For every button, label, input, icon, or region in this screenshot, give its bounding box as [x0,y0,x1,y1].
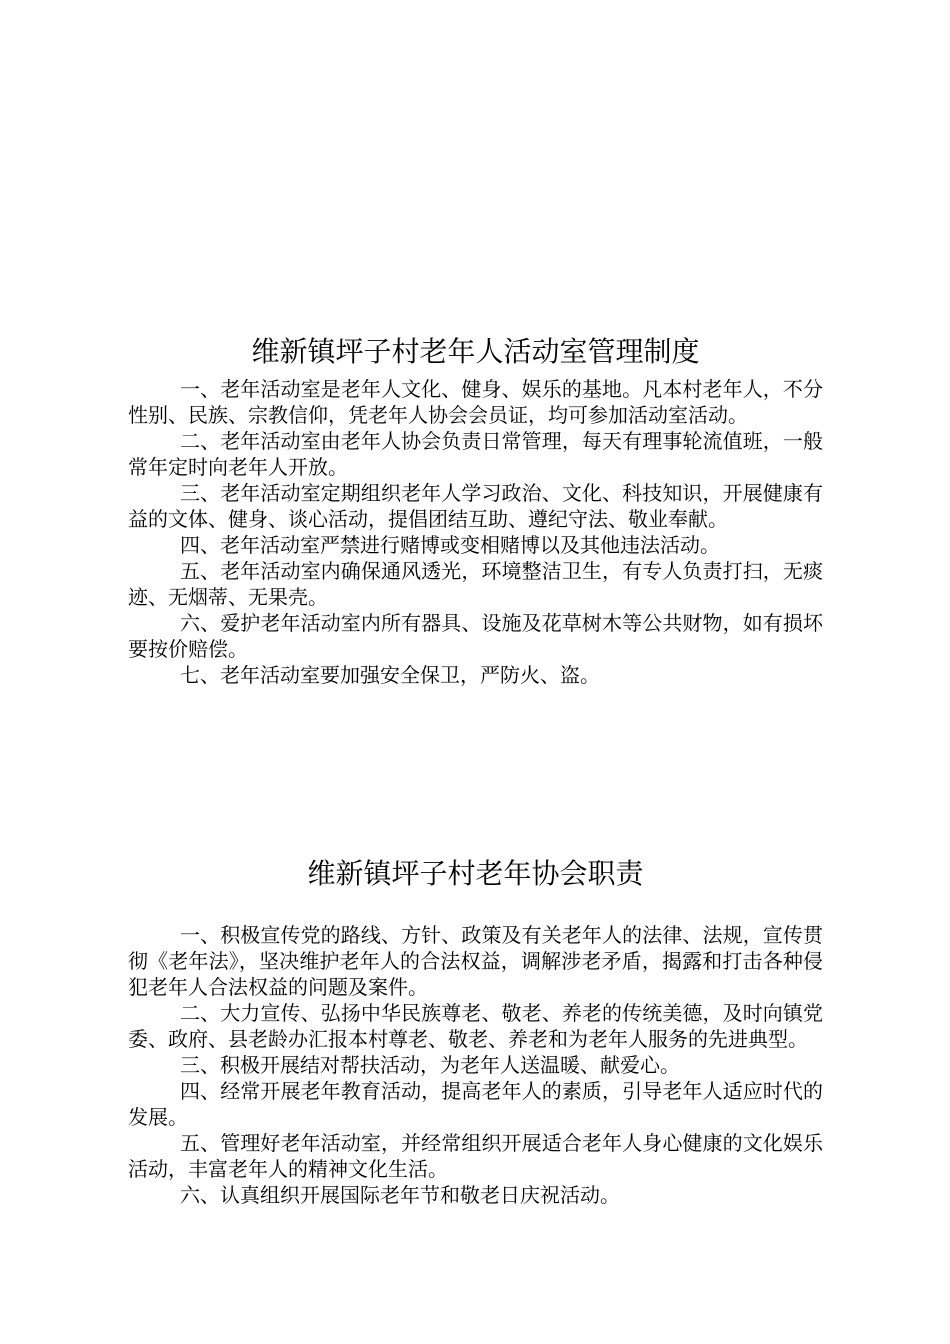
rule-paragraph-7: 七、老年活动室要加强安全保卫，严防火、盗。 [180,663,600,687]
rule-paragraph-2: 二、老年活动室由老年人协会负责日常管理，每天有理事轮流值班，一般常年定时向老年人开放。 [128,429,823,479]
association-duties-section [128,856,823,1208]
duty-paragraph-6: 六、认真组织开展国际老年节和敬老日庆祝活动。 [180,1183,620,1207]
rule-paragraph-6: 六、爱护老年活动室内所有器具、设施及花草树木等公共财物，如有损坏要按价赔偿。 [128,611,823,661]
activity-room-rules-title: 维新镇坪子村老年人活动室管理制度 [251,335,700,368]
duty-paragraph-2: 二、大力宣传、弘扬中华民族尊老、敬老、养老的传统美德，及时向镇党委、政府、县老龄办汇报本村尊老、敬老、养老和为老年人服务的先进典型。 [128,1001,823,1051]
duty-paragraph-3: 三、积极开展结对帮扶活动，为老年人送温暖、献爱心。 [180,1053,680,1077]
duty-paragraph-5: 五、管理好老年活动室，并经常组织开展适合老年人身心健康的文化娱乐活动，丰富老年人的精神文化生活。 [128,1131,823,1181]
duty-paragraph-4: 四、经常开展老年教育活动，提高老年人的素质，引导老年人适应时代的发展。 [128,1079,823,1129]
duty-paragraph-1: 一、积极宣传党的路线、方针、政策及有关老年人的法律、法规，宣传贯彻《老年法》，坚决维护老年人的合法权益，调解涉老矛盾，揭露和打击各种侵犯老年人合法权益的问题及案件。 [128,923,823,999]
rule-paragraph-5: 五、老年活动室内确保通风透光，环境整洁卫生，有专人负责打扫，无痰迹、无烟蒂、无果壳。 [128,559,823,609]
activity-room-rules-section [128,334,823,688]
association-duties-title: 维新镇坪子村老年协会职责 [307,857,644,890]
rule-paragraph-3: 三、老年活动室定期组织老年人学习政治、文化、科技知识，开展健康有益的文体、健身、谈心活动，提倡团结互助、遵纪守法、敬业奉献。 [128,481,823,531]
rule-paragraph-4: 四、老年活动室严禁进行赌博或变相赌博以及其他违法活动。 [180,533,720,557]
rule-paragraph-1: 一、老年活动室是老年人文化、健身、娱乐的基地。凡本村老年人，不分性别、民族、宗教信仰，凭老年人协会会员证，均可参加活动室活动。 [128,377,823,427]
